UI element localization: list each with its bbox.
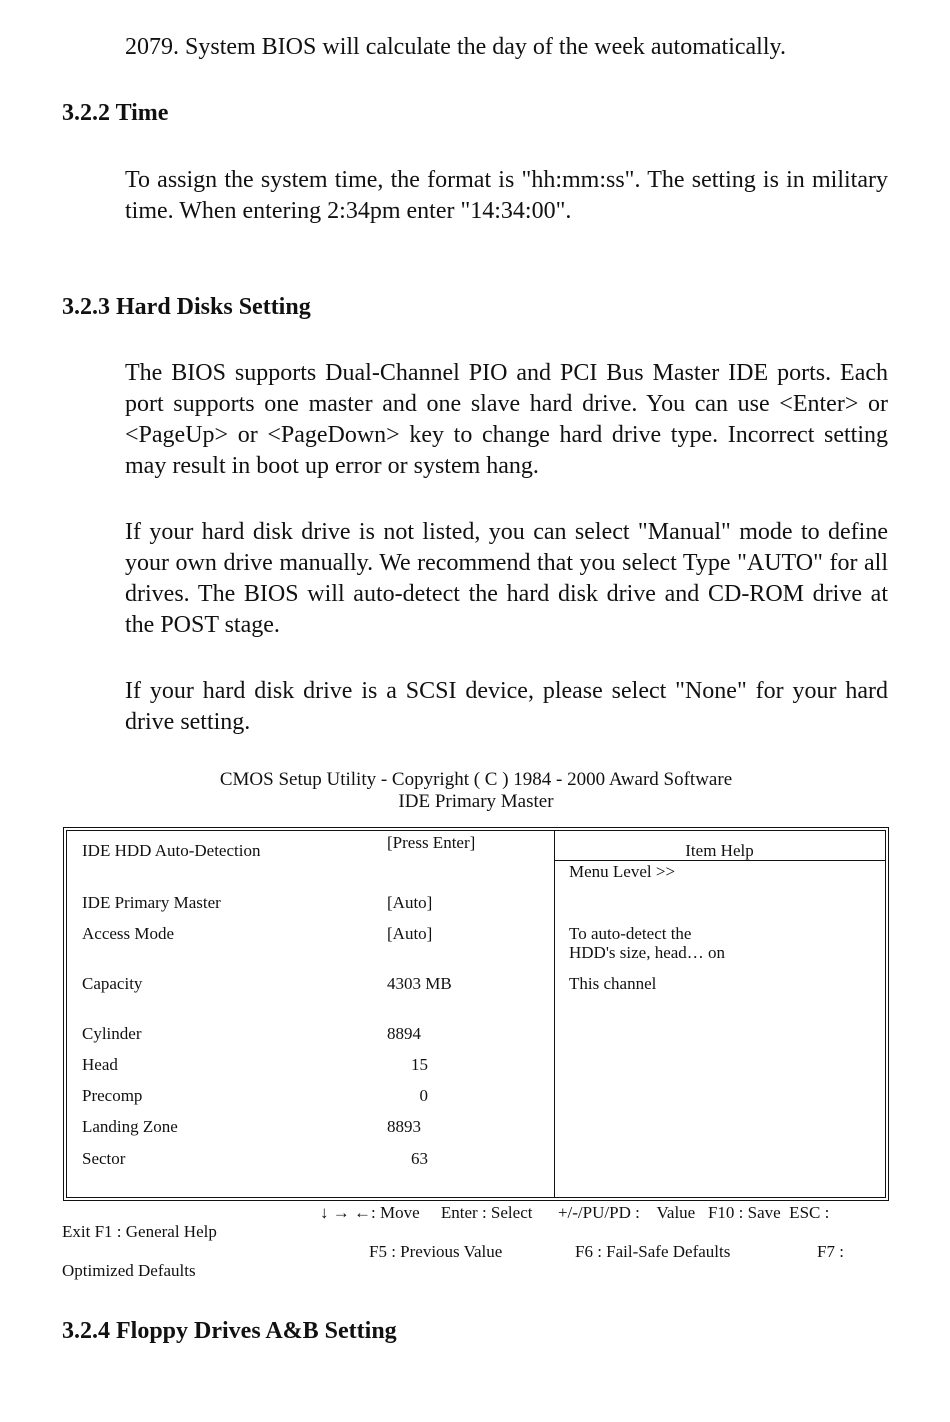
ide-primary-master-option[interactable]: [Auto] [387, 893, 433, 912]
hard-disks-paragraph-2: If your hard disk drive is not listed, you can select "Manual" mode to define your own drive manually. We recommend that you select Type "AUTO" for all drives. The BIOS will auto-detect the hard disk drive and CD-ROM drive at the POST stage. [125, 519, 888, 638]
bios-row-label: Head [82, 1055, 118, 1074]
item-help-title: Item Help [685, 841, 754, 860]
bios-row-label: Landing Zone [82, 1117, 178, 1136]
hard-disks-paragraph-3: If your hard disk drive is a SCSI device, please select "None" for your hard drive setting. [125, 678, 888, 735]
key-legend-f7: F7 : [817, 1242, 844, 1261]
help-text-line: HDD's size, head… on [569, 943, 726, 962]
key-legend-line-1: ↓ → ←: Move Enter : Select +/-/PU/PD : Value F10 : Save ESC : [320, 1203, 830, 1222]
bios-row-label: Precomp [82, 1086, 143, 1105]
key-legend-line-4: Optimized Defaults [62, 1261, 196, 1280]
precomp-value: 0 [419, 1086, 428, 1105]
bios-row-label: Sector [82, 1149, 126, 1168]
bios-caption-subtitle: IDE Primary Master [398, 791, 554, 812]
bios-row-label: IDE Primary Master [82, 893, 221, 912]
help-text-line: This channel [569, 974, 657, 993]
cylinder-value: 8894 [387, 1024, 421, 1043]
sector-value: 63 [411, 1149, 428, 1168]
head-value: 15 [411, 1055, 428, 1074]
key-legend-line-2: Exit F1 : General Help [62, 1222, 217, 1241]
key-legend-f5: F5 : Previous Value [369, 1242, 503, 1261]
bios-row-label: Access Mode [82, 924, 175, 943]
bios-setup-screen [63, 827, 889, 1201]
key-legend-f6: F6 : Fail-Safe Defaults [575, 1242, 731, 1261]
time-paragraph: To assign the system time, the format is "hh:mm:ss". The setting is in military time. When entering 2:34pm enter "14:34:00". [125, 167, 888, 224]
bios-row-label: Cylinder [82, 1024, 142, 1043]
press-enter-option[interactable]: [Press Enter] [387, 833, 476, 852]
section-heading-time: 3.2.2 Time [62, 100, 169, 126]
bios-row-label: IDE HDD Auto-Detection [82, 841, 261, 860]
hard-disks-paragraph-1: The BIOS supports Dual-Channel PIO and PCI Bus Master IDE ports. Each port supports one master and one slave hard drive. You can use <Enter> or <PageUp> or <PageDown> key to change hard drive type. Incorrect setting may result in boot up error or system hang. [125, 360, 888, 479]
capacity-value: 4303 MB [387, 974, 452, 993]
intro-line: 2079. System BIOS will calculate the day of the week automatically. [125, 34, 786, 60]
section-heading-floppy: 3.2.4 Floppy Drives A&B Setting [62, 1318, 397, 1344]
access-mode-option[interactable]: [Auto] [387, 924, 433, 943]
section-heading-hard-disks: 3.2.3 Hard Disks Setting [62, 294, 311, 320]
help-text-line: To auto-detect the [569, 924, 692, 943]
bios-caption-title: CMOS Setup Utility - Copyright ( C ) 1984 - 2000 Award Software [219, 769, 733, 790]
bios-row-label: Capacity [82, 974, 143, 993]
menu-level-text: Menu Level >> [569, 862, 676, 881]
landing-zone-value: 8893 [387, 1117, 421, 1136]
bios-column-divider [554, 831, 555, 1197]
